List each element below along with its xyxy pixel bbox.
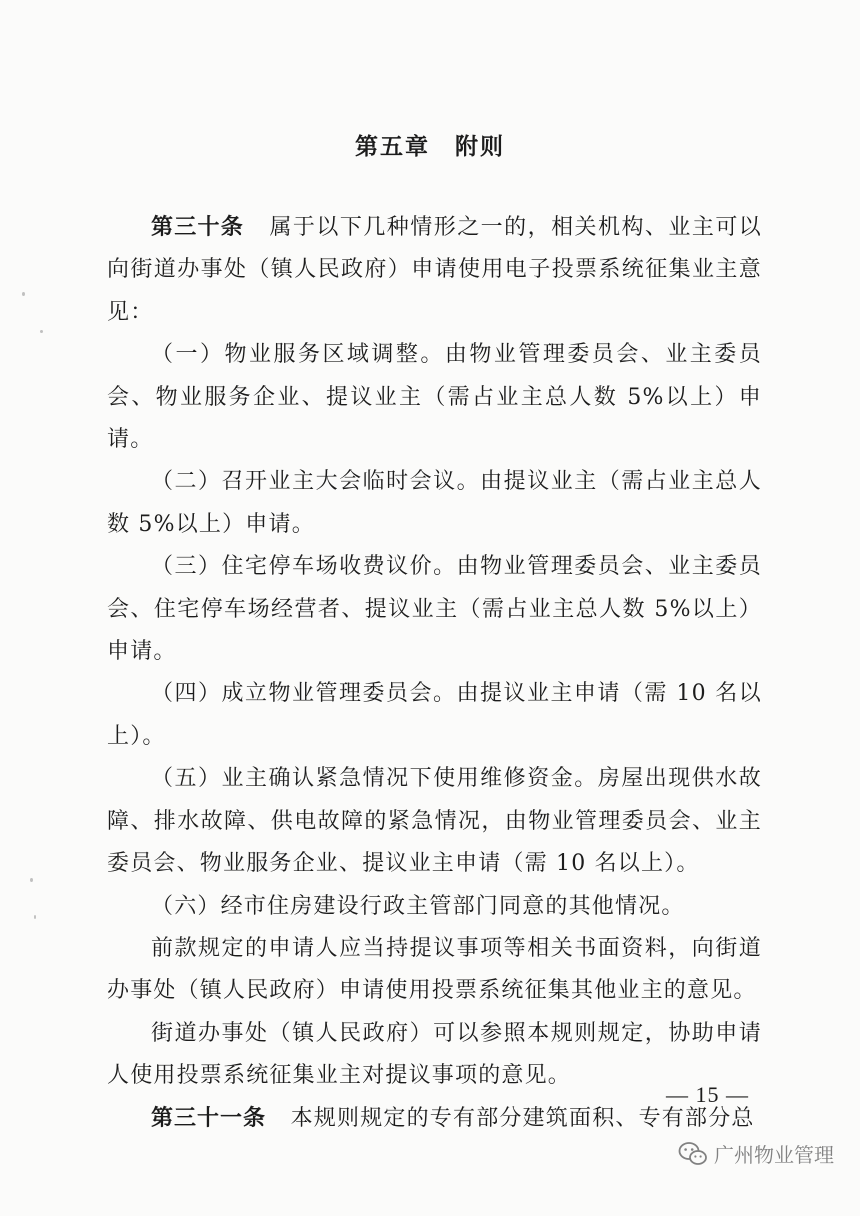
article-30-item-5: （五）业主确认紧急情况下使用维修资金。房屋出现供水故障、排水故障、供电故障的紧急情况，由物业管理委员会、业主委员会、物业服务企业、提议业主申请（需 10 名以上）。	[107, 766, 762, 877]
scan-speck	[22, 292, 25, 296]
watermark-text: 广州物业管理	[714, 1143, 834, 1167]
article-30-paragraph-1: 前款规定的申请人应当持提议事项等相关书面资料，向街道办事处（镇人民政府）申请使用投票系统征集其他业主的意见。	[107, 935, 762, 1004]
chapter-title: 第五章 附则	[355, 134, 505, 160]
document-body	[107, 207, 762, 1140]
article-31-text: 本规则规定的专有部分建筑面积、专有部分总	[290, 1105, 755, 1131]
article-31	[107, 1098, 762, 1140]
article-30-paragraph-2: 街道办事处（镇人民政府）可以参照本规则规定，协助申请人使用投票系统征集业主对提议事项的意见。	[107, 1020, 762, 1089]
article-30-item-2: （二）召开业主大会临时会议。由提议业主（需占业主总人数 5%以上）申请。	[107, 469, 762, 537]
scan-speck	[34, 915, 36, 919]
article-30-item-6: （六）经市住房建设行政主管部门同意的其他情况。	[151, 893, 685, 919]
wechat-icon	[678, 1141, 708, 1167]
page-number: — 15 —	[666, 1082, 749, 1107]
scan-speck	[40, 330, 43, 333]
article-30-item-1: （一）物业服务区域调整。由物业管理委员会、业主委员会、物业服务企业、提议业主（需占业主总人数 5%以上）申请。	[107, 342, 762, 453]
source-watermark	[678, 1139, 834, 1168]
article-30-item-3: （三）住宅停车场收费议价。由物业管理委员会、业主委员会、住宅停车场经营者、提议业主（需占业主总人数 5%以上）申请。	[107, 554, 762, 665]
article-31-number: 第三十一条	[151, 1105, 267, 1131]
scan-speck	[30, 878, 33, 882]
article-30-number: 第三十条	[151, 215, 245, 240]
article-30-item-4: （四）成立物业管理委员会。由提议业主申请（需 10 名以上）。	[107, 681, 762, 749]
article-30-intro	[107, 207, 762, 334]
article-30-intro-text: 属于以下几种情形之一的，相关机构、业主可以向街道办事处（镇人民政府）申请使用电子投票系统征集业主意见：	[107, 215, 762, 325]
